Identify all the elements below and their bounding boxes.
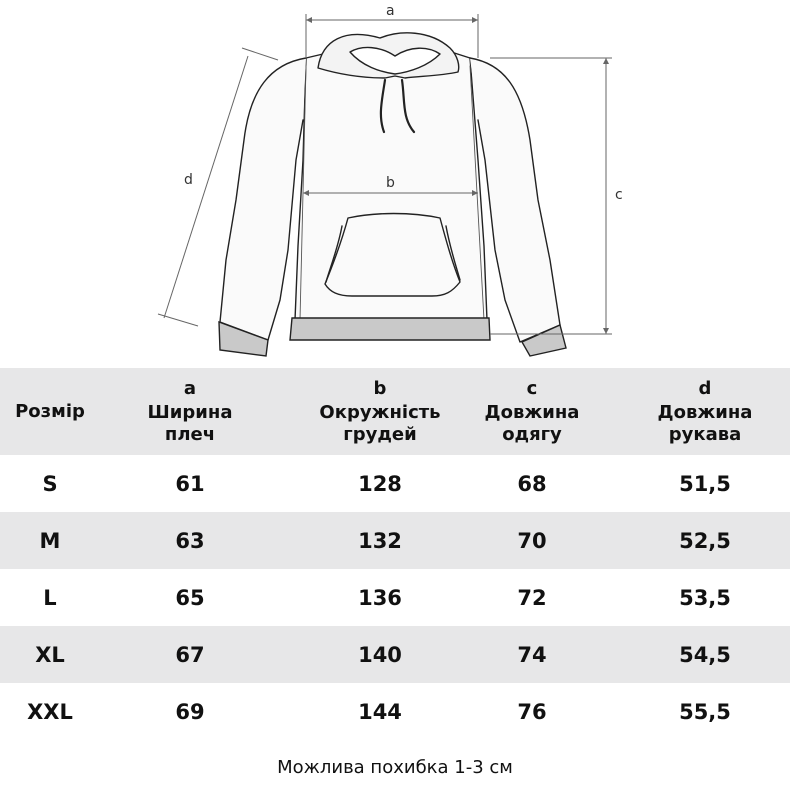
hoodie-diagram bbox=[0, 0, 790, 368]
cell-d: 52,5 bbox=[679, 528, 731, 553]
cell-d: 55,5 bbox=[679, 699, 731, 724]
header-sleeve bbox=[625, 368, 785, 455]
cell-size: M bbox=[39, 528, 61, 553]
header-length bbox=[452, 368, 612, 455]
cell-a: 67 bbox=[175, 642, 205, 667]
hoodie-illustration bbox=[0, 0, 790, 368]
cell-c: 74 bbox=[517, 642, 547, 667]
header-chest bbox=[280, 368, 480, 455]
header-line: Довжина bbox=[484, 401, 580, 423]
cell-size: L bbox=[43, 585, 57, 610]
cell-b: 140 bbox=[358, 642, 402, 667]
dimension-label-b: b bbox=[386, 175, 395, 191]
cell-d: 54,5 bbox=[679, 642, 731, 667]
cell-b: 132 bbox=[358, 528, 402, 553]
cell-size: XL bbox=[35, 642, 65, 667]
table-row bbox=[0, 626, 790, 683]
cell-a: 69 bbox=[175, 699, 205, 724]
cell-size: XXL bbox=[27, 699, 73, 724]
cell-b: 136 bbox=[358, 585, 402, 610]
cell-b: 128 bbox=[358, 471, 402, 496]
table-row bbox=[0, 455, 790, 512]
header-letter: a bbox=[183, 377, 197, 399]
header-line: рукава bbox=[668, 423, 742, 445]
table-row bbox=[0, 569, 790, 626]
cell-a: 61 bbox=[175, 471, 205, 496]
header-letter: c bbox=[526, 377, 538, 399]
cell-a: 65 bbox=[175, 585, 205, 610]
header-shoulder-width bbox=[110, 368, 270, 455]
cell-c: 70 bbox=[517, 528, 547, 553]
table-row bbox=[0, 512, 790, 569]
header-line: Довжина bbox=[657, 401, 753, 423]
header-line: Окружність bbox=[319, 401, 441, 423]
dimension-label-c: c bbox=[615, 187, 623, 203]
table-row bbox=[0, 683, 790, 740]
header-line: грудей bbox=[343, 423, 417, 445]
size-table bbox=[0, 368, 790, 740]
header-letter: b bbox=[373, 377, 387, 399]
header-line: плеч bbox=[164, 423, 216, 445]
dimension-label-a: a bbox=[386, 3, 395, 19]
cell-b: 144 bbox=[358, 699, 402, 724]
dimension-label-d: d bbox=[184, 172, 193, 188]
tolerance-note: Можлива похибка 1-3 см bbox=[277, 757, 513, 778]
cell-size: S bbox=[42, 471, 58, 496]
cell-a: 63 bbox=[175, 528, 205, 553]
header-letter: d bbox=[698, 377, 712, 399]
header-size: Розмір bbox=[15, 400, 85, 422]
cell-d: 53,5 bbox=[679, 585, 731, 610]
cell-c: 72 bbox=[517, 585, 547, 610]
table-header-row bbox=[0, 368, 790, 455]
cell-c: 76 bbox=[517, 699, 547, 724]
header-line: Ширина bbox=[147, 401, 233, 423]
cell-c: 68 bbox=[517, 471, 547, 496]
cell-d: 51,5 bbox=[679, 471, 731, 496]
header-line: одягу bbox=[502, 423, 562, 445]
